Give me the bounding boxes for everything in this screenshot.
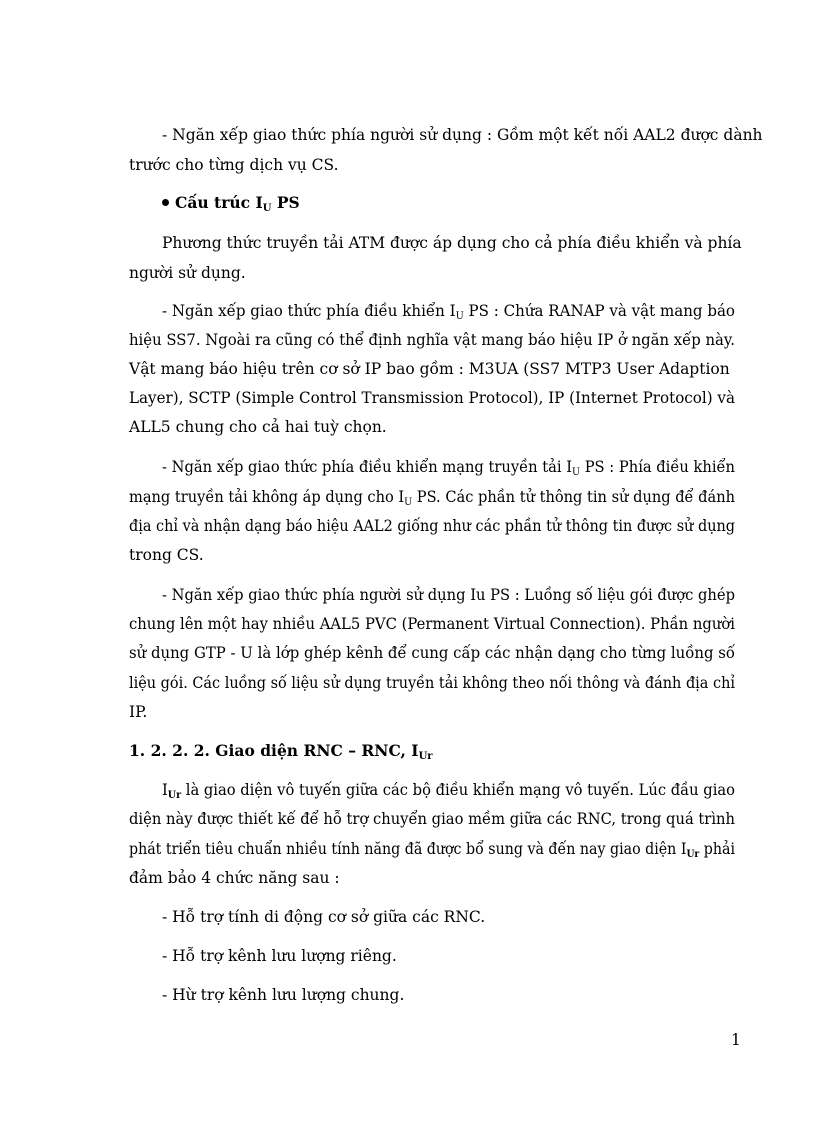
- paragraph-user-stack-line-2: [129, 155, 339, 175]
- heading-text: Cấu trúc I: [175, 193, 263, 212]
- text-run: Vật mang báo hiệu trên cơ sở IP bao gồm : M3UA (SS7 MTP3 User Adaption: [129, 360, 730, 378]
- text-run: Phương thức truyền tải ATM được áp dụng cho cả phía điều khiển và phía: [162, 234, 742, 252]
- text-run: - Ngăn xếp giao thức phía điều khiển I: [162, 302, 456, 320]
- paragraph-iur-line-3: [129, 839, 735, 859]
- paragraph-transport-control-line-1: [162, 457, 735, 477]
- subscript: U: [404, 497, 413, 508]
- paragraph-atm-line-1: [162, 233, 742, 253]
- list-item: [162, 985, 404, 1005]
- text-run: đảm bảo 4 chức năng sau :: [129, 869, 340, 887]
- paragraph-user-plane-line-4: [129, 673, 735, 693]
- text-run: trong CS.: [129, 546, 204, 564]
- paragraph-control-stack-line-5: [129, 417, 387, 437]
- list-item-text: - Hừ trợ kênh lưu lượng chung.: [162, 986, 405, 1004]
- text-run: là giao diện vô tuyến giữa các bộ điều khiển mạng vô tuyến. Lúc đầu giao: [181, 781, 735, 799]
- paragraph-transport-control-line-3: [129, 516, 735, 536]
- text-run: địa chỉ và nhận dạng báo hiệu AAL2 giống như các phần tử thông tin được sử dụng: [129, 517, 735, 535]
- paragraph-user-plane-line-1: [162, 585, 735, 605]
- paragraph-iur-line-4: [129, 868, 340, 888]
- text-run: chung lên một hay nhiều AAL5 PVC (Permanent Virtual Connection). Phần người: [129, 615, 735, 633]
- section-heading-iu-ps: [162, 193, 300, 213]
- paragraph-atm-line-2: [129, 263, 246, 283]
- paragraph-user-plane-line-2: [129, 614, 735, 634]
- text-run: Layer), SCTP (Simple Control Transmission Protocol), IP (Internet Protocol) và: [129, 389, 735, 407]
- text-run: hiệu SS7. Ngoài ra cũng có thể định nghĩa vật mang báo hiệu IP ở ngăn xếp này.: [129, 331, 735, 349]
- paragraph-user-plane-line-5: [129, 702, 147, 722]
- paragraph-iur-line-1: [162, 780, 735, 800]
- paragraph-iur-line-2: [129, 809, 735, 829]
- text-run: - Ngăn xếp giao thức phía người sử dụng : Gồm một kết nối AAL2 được dành: [162, 126, 763, 144]
- text-run: ALL5 chung cho cả hai tuỳ chọn.: [129, 418, 387, 436]
- list-item: [162, 907, 485, 927]
- text-run: diện này được thiết kế để hỗ trợ chuyển giao mềm giữa các RNC, trong quá trình: [129, 810, 735, 828]
- paragraph-control-stack-line-1: [162, 301, 735, 321]
- text-run: PS : Phía điều khiển: [580, 458, 735, 476]
- list-item-text: - Hỗ trợ kênh lưu lượng riêng.: [162, 947, 397, 965]
- paragraph-user-stack-line-1: [162, 125, 763, 145]
- subscript: Ur: [418, 751, 433, 762]
- text-run: - Ngăn xếp giao thức phía điều khiển mạng truyền tải I: [162, 458, 573, 476]
- paragraph-transport-control-line-4: [129, 545, 204, 565]
- subscript: Ur: [167, 790, 182, 801]
- paragraph-transport-control-line-2: [129, 487, 735, 507]
- page-number: 1: [731, 1031, 741, 1049]
- subscript: Ur: [686, 849, 700, 860]
- paragraph-user-plane-line-3: [129, 643, 735, 663]
- text-run: phải: [699, 840, 735, 858]
- text-run: sử dụng GTP - U là lớp ghép kênh để cung cấp các nhận dạng cho từng luồng số: [129, 644, 735, 662]
- text-run: PS : Chứa RANAP và vật mang báo: [463, 302, 735, 320]
- text-run: - Ngăn xếp giao thức phía người sử dụng Iu PS : Luồng số liệu gói được ghép: [162, 586, 735, 604]
- subscript: U: [572, 467, 581, 478]
- text-run: người sử dụng.: [129, 264, 246, 282]
- text-run: liệu gói. Các luồng số liệu sử dụng truyền tải không theo nối thông và đánh địa chỉ: [129, 674, 735, 692]
- list-item: [162, 946, 397, 966]
- paragraph-control-stack-line-4: [129, 388, 735, 408]
- section-heading-rnc-rnc: [129, 741, 433, 761]
- heading-text-suffix: PS: [271, 193, 300, 212]
- heading-text: 1. 2. 2. 2. Giao diện RNC – RNC, I: [129, 741, 419, 760]
- text-run: I: [162, 781, 168, 799]
- text-run: trước cho từng dịch vụ CS.: [129, 156, 339, 174]
- paragraph-control-stack-line-2: [129, 330, 735, 350]
- subscript: U: [455, 311, 464, 322]
- text-run: phát triển tiêu chuẩn nhiều tính năng đã được bổ sung và đến nay giao diện I: [129, 840, 687, 858]
- text-run: mạng truyền tải không áp dụng cho I: [129, 488, 405, 506]
- subscript: U: [262, 203, 272, 214]
- list-item-text: - Hỗ trợ tính di động cơ sở giữa các RNC.: [162, 908, 486, 926]
- text-run: PS. Các phần tử thông tin sử dụng để đánh: [412, 488, 735, 506]
- bullet-icon: [162, 199, 169, 206]
- text-run: IP.: [129, 703, 148, 721]
- paragraph-control-stack-line-3: [129, 359, 730, 379]
